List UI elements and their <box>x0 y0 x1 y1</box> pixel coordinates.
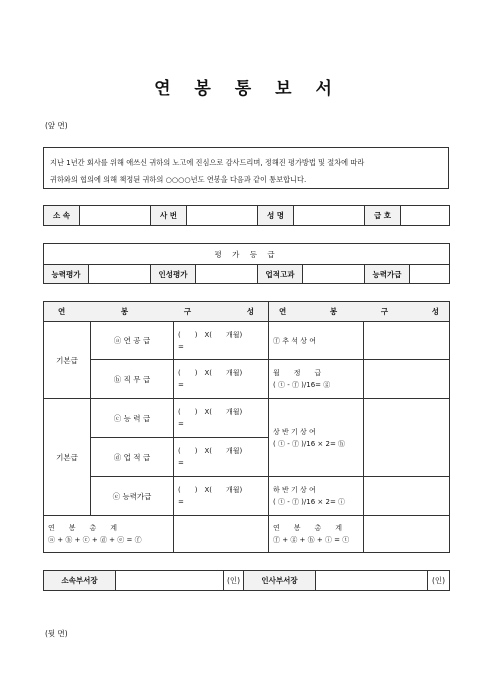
hr-head-signature-field[interactable] <box>316 571 428 591</box>
job-pay-calc[interactable]: ( ) X( 개월) = <box>174 360 269 399</box>
first-half-bonus-field[interactable] <box>364 399 450 477</box>
header-left-char-3: 구 <box>183 307 192 316</box>
ability-eval-label: 능력평가 <box>44 265 89 284</box>
intro-line-1: 지난 1년간 회사를 위해 애쓰신 귀하의 노고에 진심으로 감사드리며, 정해진 평가방법 및 절차에 따라 <box>50 158 365 167</box>
dept-field[interactable] <box>80 206 151 226</box>
ability-bonus-pay-label: ⓔ 능력가급 <box>91 477 174 516</box>
monthly-pay-label: 월 정 급 ( ⓣ - ⓕ )/16= ⓖ <box>269 360 364 399</box>
front-side-label: (앞 면) <box>45 121 68 130</box>
dept-label: 소 속 <box>44 206 80 226</box>
performance-pay-label: ⓓ 업 적 급 <box>91 438 174 477</box>
monthly-pay-field[interactable] <box>364 360 450 399</box>
evaluation-table <box>43 243 450 284</box>
document-title: 연 봉 통 보 서 <box>154 79 341 99</box>
performance-eval-label: 업적고과 <box>258 265 303 284</box>
performance-pay-calc[interactable]: ( ) X( 개월) = <box>174 438 269 477</box>
hr-head-seal: (인) <box>428 571 450 591</box>
second-half-bonus-label: 하 반 기 상 여 ( ⓣ - ⓕ )/16 × 2= ⓘ <box>269 477 364 516</box>
intro-line-2: 귀하와의 협의에 의해 책정된 귀하의 ○○○○년도 연봉을 다음과 같이 통보합니다. <box>50 175 307 184</box>
ability-pay-label: ⓒ 능 력 급 <box>91 399 174 438</box>
intro-box <box>43 147 449 189</box>
seniority-pay-label: ⓐ 연 공 급 <box>91 322 174 360</box>
header-right-char-3: 구 <box>380 307 389 316</box>
employee-number-label: 사 번 <box>151 206 187 226</box>
base-pay-label-1: 기본급 <box>44 322 91 399</box>
ability-pay-calc[interactable]: ( ) X( 개월) = <box>174 399 269 438</box>
header-left-char-1: 연 <box>58 307 66 316</box>
grade-field[interactable] <box>401 206 450 226</box>
ability-eval-field[interactable] <box>89 265 151 284</box>
header-right-char-2: 봉 <box>329 307 338 316</box>
hr-head-label: 인사부서장 <box>244 571 316 591</box>
ability-bonus-label: 능력가급 <box>365 265 410 284</box>
ability-bonus-pay-calc[interactable]: ( ) X( 개월) = <box>174 477 269 516</box>
signature-table <box>43 570 450 591</box>
character-eval-label: 인성평가 <box>151 265 196 284</box>
chuseok-bonus-label: ⓕ 추 석 상 여 <box>269 322 364 360</box>
employee-info-table <box>43 205 450 226</box>
header-left-char-2: 봉 <box>120 307 129 316</box>
name-label: 성 명 <box>258 206 294 226</box>
annual-total-right-label: 연 봉 총 계 ⓕ + ⓖ + ⓗ + ⓘ = ⓣ <box>269 516 364 553</box>
employee-number-field[interactable] <box>187 206 258 226</box>
composition-header-left <box>44 302 269 322</box>
second-half-bonus-field[interactable] <box>364 477 450 516</box>
annual-total-left-field[interactable] <box>174 516 269 553</box>
salary-composition-table <box>43 301 450 553</box>
job-pay-label: ⓑ 직 무 급 <box>91 360 174 399</box>
chuseok-bonus-field[interactable] <box>364 322 450 360</box>
header-right-char-1: 연 <box>279 307 287 316</box>
dept-head-label: 소속부서장 <box>44 571 116 591</box>
annual-total-left-label: 연 봉 총 계 ⓐ + ⓑ + ⓒ + ⓓ + ⓔ = ⓕ <box>44 516 174 553</box>
dept-head-signature-field[interactable] <box>116 571 224 591</box>
dept-head-seal: (인) <box>224 571 244 591</box>
first-half-bonus-label: 상 반 기 상 여 ( ⓣ - ⓕ )/16 × 2= ⓗ <box>269 399 364 477</box>
evaluation-header: 평 가 등 급 <box>44 244 450 265</box>
ability-bonus-field[interactable] <box>410 265 450 284</box>
seniority-pay-calc[interactable]: ( ) X( 개월) = <box>174 322 269 360</box>
character-eval-field[interactable] <box>196 265 258 284</box>
composition-header-right <box>269 302 450 322</box>
base-pay-label-2: 기본급 <box>44 399 91 516</box>
header-left-char-4: 성 <box>246 307 255 316</box>
back-side-label: (뒷 면) <box>45 629 68 638</box>
grade-label: 급 호 <box>365 206 401 226</box>
header-right-char-4: 성 <box>431 307 439 316</box>
name-field[interactable] <box>294 206 365 226</box>
annual-total-right-field[interactable] <box>364 516 450 553</box>
performance-eval-field[interactable] <box>303 265 365 284</box>
